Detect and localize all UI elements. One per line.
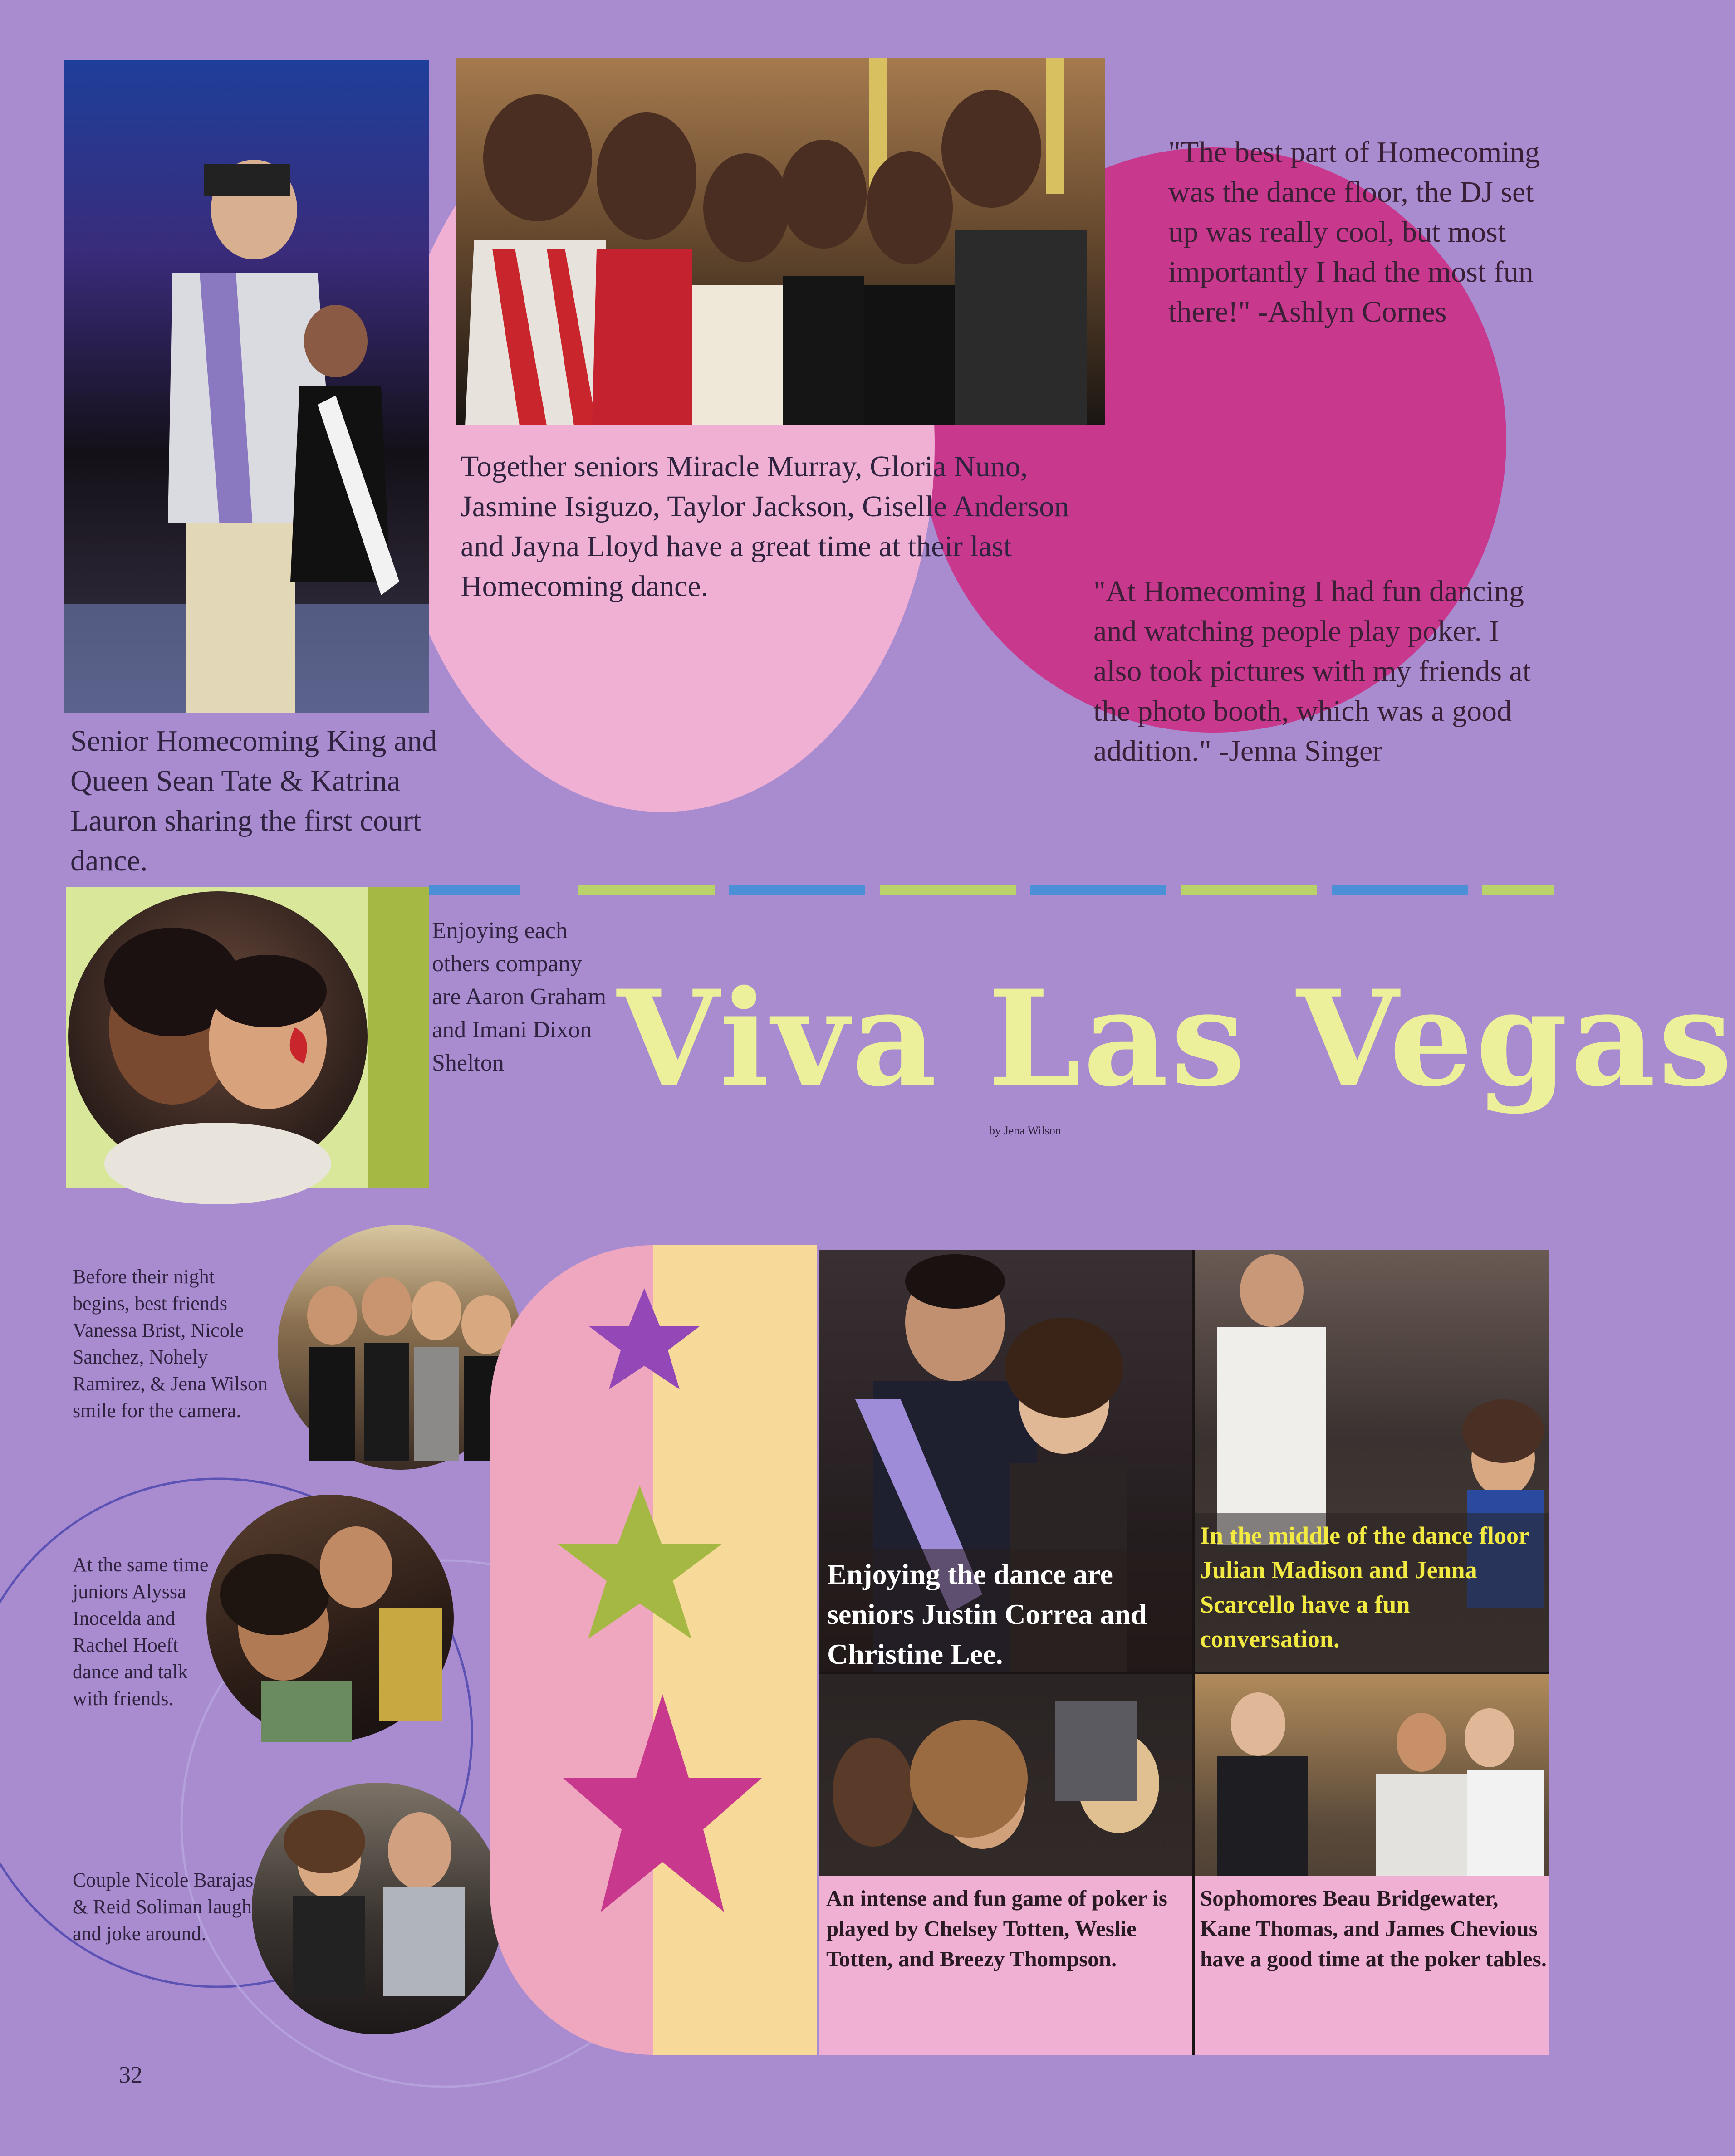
stars bbox=[490, 1245, 817, 2055]
grid-caption-3: An intense and fun game of poker is played by Chelsey Totten, Weslie Totten, and Breezy Thompson. bbox=[826, 1886, 1167, 1971]
photo-grid bbox=[819, 1250, 1549, 2055]
grid-photo-sophomores bbox=[1195, 1674, 1549, 2055]
grid-photo-correa-lee bbox=[819, 1250, 1192, 1672]
quote-ashlyn: "The best part of Homecoming was the dance floor, the DJ set up was really cool, but most importantly I had the most fun there!" -Ashlyn Cornes bbox=[1168, 136, 1540, 328]
couple-frame-stripe bbox=[368, 887, 429, 1188]
caption-couple: Enjoying each others company are Aaron Graham and Imani Dixon Shelton bbox=[432, 918, 607, 1076]
juniors-circle-photo bbox=[206, 1495, 454, 1742]
grid-caption-2: In the middle of the dance floor Julian Madison and Jenna Scarcello have a fun conversation. bbox=[1200, 1522, 1529, 1652]
quote-jenna: "At Homecoming I had fun dancing and watching people play poker. I also took pictures with my friends at the photo booth, which was a good addition." -Jenna Singer bbox=[1093, 575, 1531, 768]
friends-circle-photo bbox=[278, 1225, 523, 1470]
grid-photo-madison-scarcello bbox=[1195, 1250, 1549, 1672]
caption-couple-nicole: Couple Nicole Barajas & Reid Soliman laugh and joke around. bbox=[73, 1869, 254, 1945]
page-number: 32 bbox=[119, 2062, 142, 2088]
group-photo bbox=[456, 58, 1105, 425]
grid-photo-poker bbox=[819, 1674, 1192, 2055]
byline: by Jena Wilson bbox=[989, 1124, 1061, 1137]
star-pink bbox=[563, 1694, 762, 1912]
grid-caption-1: Enjoying the dance are seniors Justin Correa and Christine Lee. bbox=[827, 1558, 1147, 1670]
caption-king-queen: Senior Homecoming King and Queen Sean Tate & Katrina Lauron sharing the first court dance. bbox=[70, 724, 437, 877]
king-queen-photo bbox=[64, 60, 429, 713]
couple-circle-photo bbox=[252, 1783, 504, 2034]
star-purple bbox=[588, 1288, 700, 1389]
couple-photo bbox=[68, 891, 368, 1182]
caption-friends: Before their night begins, best friends Vanessa Brist, Nicole Sanchez, Nohely Ramirez, & Jena Wilson smile for the camera. bbox=[73, 1266, 268, 1422]
star-green bbox=[557, 1486, 722, 1639]
page-title: Viva Las Vegas bbox=[617, 962, 1735, 1116]
caption-juniors: At the same time juniors Alyssa Inocelda and Rachel Hoeft dance and talk with friends. bbox=[73, 1554, 209, 1710]
couple-photo-frame bbox=[66, 887, 429, 1188]
dashed-divider bbox=[429, 885, 1554, 896]
caption-group: Together seniors Miracle Murray, Gloria Nuno, Jasmine Isiguzo, Taylor Jackson, Giselle Anderson and Jayna Lloyd have a great time at their last Homecoming dance. bbox=[461, 450, 1069, 603]
grid-caption-4: Sophomores Beau Bridgewater, Kane Thomas, and James Chevious have a good time at the poker tables. bbox=[1200, 1886, 1547, 1971]
